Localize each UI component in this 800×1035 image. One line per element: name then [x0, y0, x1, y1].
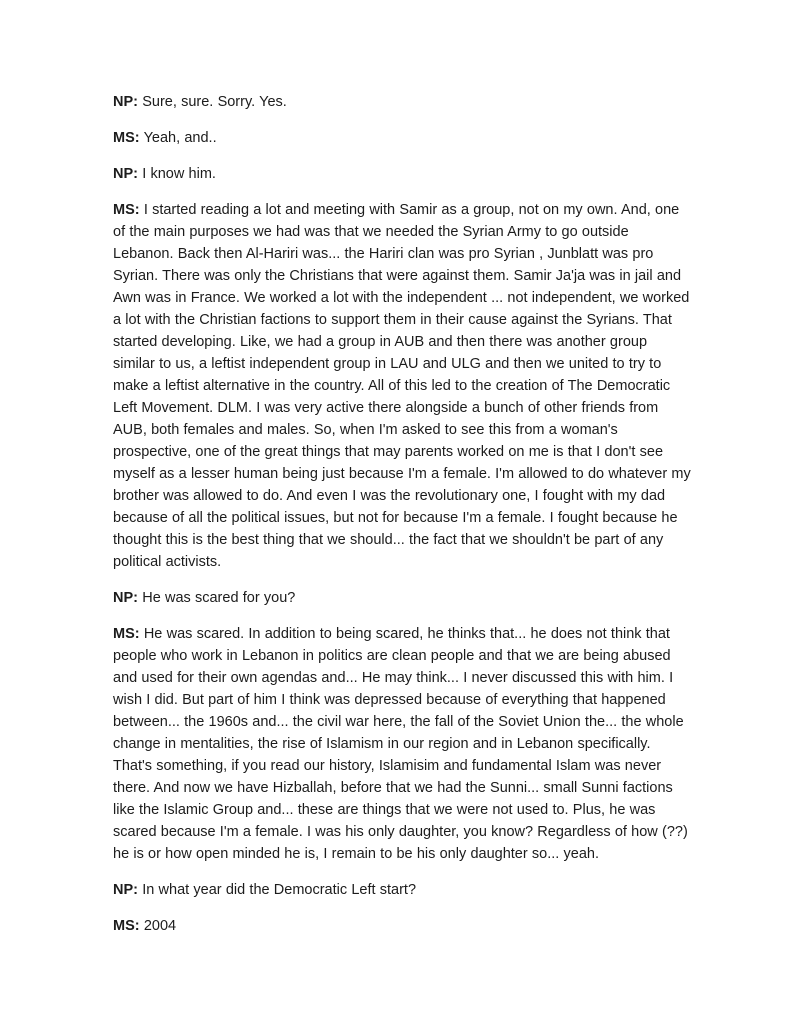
transcript: [113, 91, 691, 937]
speaker-label: NP:: [113, 882, 138, 898]
paragraph-text: In what year did the Democratic Left start?: [142, 882, 417, 898]
transcript-paragraph: [113, 587, 691, 609]
speaker-label: MS:: [113, 626, 140, 642]
transcript-paragraph: [113, 199, 691, 573]
speaker-label: NP:: [113, 166, 138, 182]
paragraph-text: He was scared. In addition to being scared, he thinks that... he does not think that people who work in Lebanon in politics are clean people and that we are being abused and used for their own agendas and... He may think... I never discussed this with him. I wish I did. But part of him I think was depressed because of everything that happened between... the 1960s and... the civil war here, the fall of the Soviet Union the... the whole change in mentalities, the rise of Islamism in our region and in Lebanon specifically. That's something, if you read our history, Islamisim and fundamental Islam was never there. And now we have Hizballah, before that we had the Sunni... small Sunni factions like the Islamic Group and... these are things that we were not used to. Plus, he was scared because I'm a female. I was his only daughter, you know? Regardless of how (??) he is or how open minded he is, I remain to be his only daughter so... yeah.: [113, 626, 688, 862]
paragraph-text: Sure, sure. Sorry. Yes.: [142, 94, 287, 110]
paragraph-text: Yeah, and..: [143, 130, 217, 146]
transcript-paragraph: [113, 163, 691, 185]
transcript-paragraph: [113, 127, 691, 149]
paragraph-text: I know him.: [142, 166, 216, 182]
transcript-paragraph: [113, 623, 691, 865]
paragraph-text: I started reading a lot and meeting with Samir as a group, not on my own. And, one of the main purposes we had was that we needed the Syrian Army to go outside Lebanon. Back then Al-Hariri was... the Hariri clan was pro Syrian , Junblatt was pro Syrian. There was only the Christians that were against them. Samir Ja'ja was in jail and Awn was in France. We worked a lot with the independent ... not independent, we worked a lot with the Christian factions to support them in their cause against the Syrians. That started developing. Like, we had a group in AUB and then there was another group similar to us, a leftist independent group in LAU and ULG and then we united to try to make a leftist alternative in the country. All of this led to the creation of The Democratic Left Movement. DLM. I was very active there alongside a bunch of other friends from AUB, both females and males. So, when I'm asked to see this from a woman's prospective, one of the great things that may parents worked on me is that I don't see myself as a lesser human being just because I'm a female. I'm allowed to do whatever my brother was allowed to do. And even I was the revolutionary one, I fought with my dad because of all the political issues, but not for because I'm a female. I fought because he thought this is the best thing that we should... the fact that we shouldn't be part of any political activists.: [113, 202, 691, 570]
transcript-paragraph: [113, 91, 691, 113]
speaker-label: NP:: [113, 94, 138, 110]
transcript-paragraph: [113, 879, 691, 901]
transcript-paragraph: [113, 915, 691, 937]
speaker-label: MS:: [113, 202, 140, 218]
speaker-label: NP:: [113, 590, 138, 606]
paragraph-text: 2004: [143, 918, 177, 934]
paragraph-text: He was scared for you?: [142, 590, 296, 606]
speaker-label: MS:: [113, 918, 140, 934]
speaker-label: MS:: [113, 130, 140, 146]
